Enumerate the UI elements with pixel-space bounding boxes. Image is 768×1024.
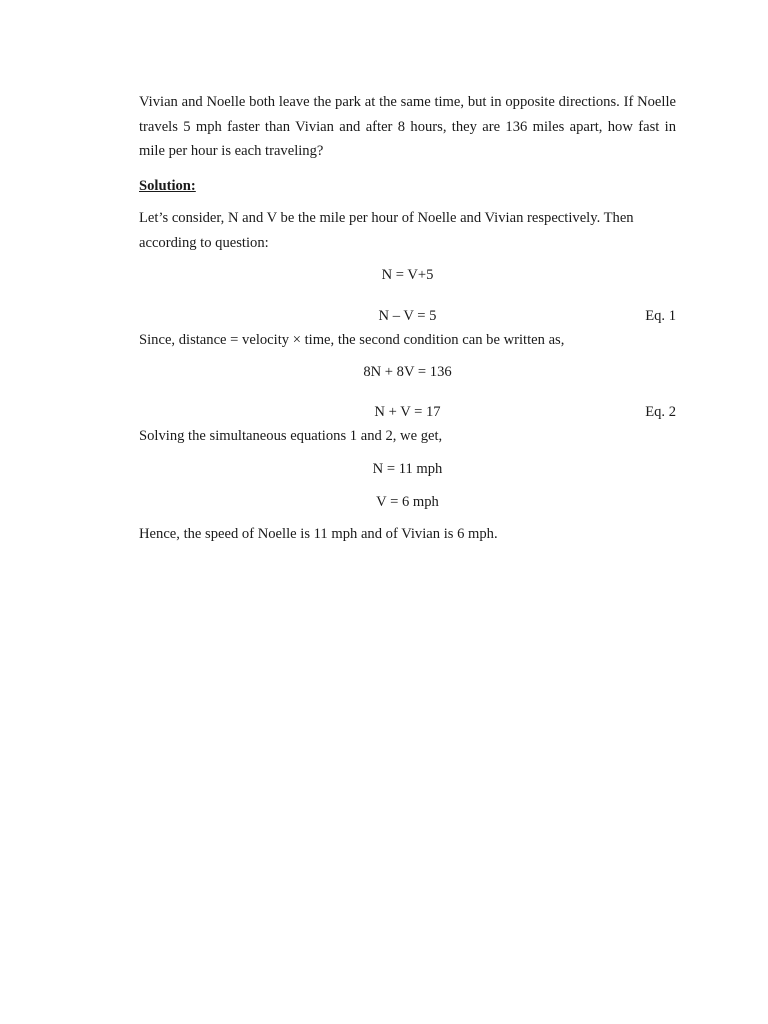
equation-2-tag: Eq. 2 (645, 404, 676, 420)
equation-1: N – V = 5 (378, 308, 437, 324)
solving-note: Solving the simultaneous equations 1 and 2, we get, (139, 428, 443, 444)
solution-intro: Let’s consider, N and V be the mile per hour of Noelle and Vivian respectively. Then according to question: (139, 210, 634, 251)
result-v: V = 6 mph (376, 494, 439, 510)
distance-note: Since, distance = velocity × time, the second condition can be written as, (139, 332, 565, 348)
problem-statement: Vivian and Noelle both leave the park at the same time, but in opposite directions. If Noelle travels 5 mph faster than Vivian and after 8 hours, they are 136 miles apart, how fast in mile per hour is each traveling? (139, 94, 676, 159)
solution-heading: Solution: (139, 178, 196, 194)
result-n: N = 11 mph (372, 461, 443, 477)
equation-2: N + V = 17 (374, 404, 441, 420)
equation-8n-plus-8v: 8N + 8V = 136 (363, 364, 452, 380)
conclusion: Hence, the speed of Noelle is 11 mph and of Vivian is 6 mph. (139, 526, 498, 542)
equation-n-equals-v-plus-5: N = V+5 (381, 267, 434, 283)
equation-1-tag: Eq. 1 (645, 308, 676, 324)
